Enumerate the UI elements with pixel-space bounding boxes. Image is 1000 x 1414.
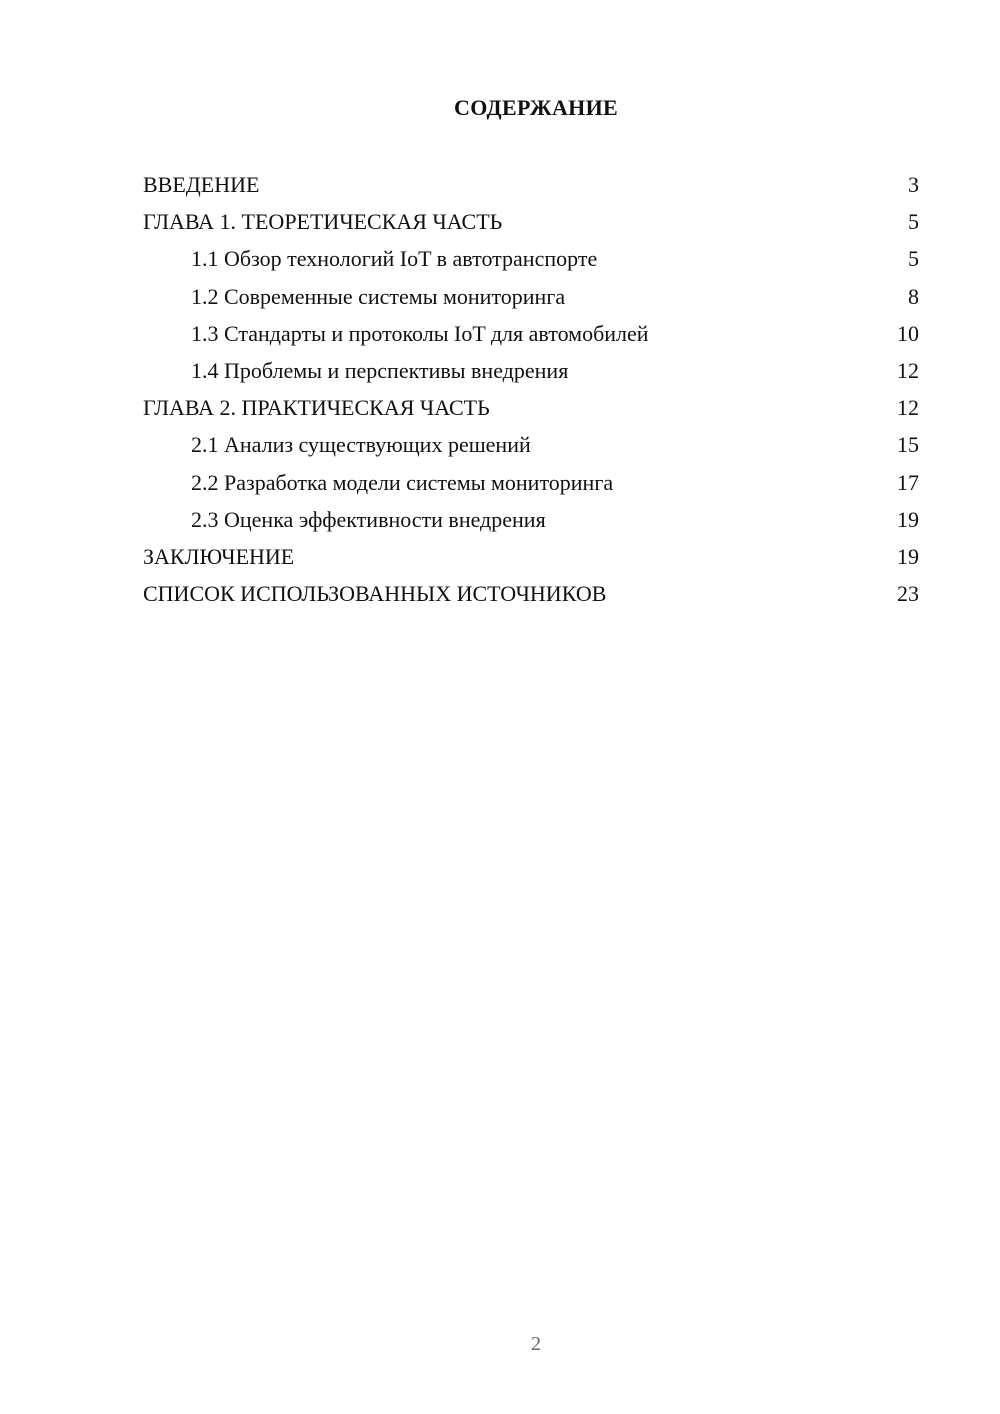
toc-entry [143, 389, 919, 426]
toc-entry-page: 19 [897, 543, 919, 569]
toc-entry-label: 2.3 Оценка эффективности внедрения [191, 506, 546, 532]
toc-entry [143, 501, 919, 538]
toc-entry-label: ВВЕДЕНИЕ [143, 172, 260, 197]
toc-entry [143, 315, 919, 352]
toc-entry [143, 352, 919, 389]
toc-entry-page: 5 [908, 246, 919, 272]
toc-entry-label: 1.3 Стандарты и протоколы IoT для автомобилей [191, 320, 649, 346]
toc-entry-page: 15 [897, 432, 919, 458]
toc-entry-label: ГЛАВА 2. ПРАКТИЧЕСКАЯ ЧАСТЬ [143, 395, 490, 421]
toc-entry [143, 203, 919, 240]
page-number: 2 [531, 1333, 541, 1355]
toc-entry [143, 278, 919, 315]
toc-title: СОДЕРЖАНИЕ [454, 95, 618, 120]
toc-entry-page: 12 [897, 357, 919, 383]
toc-entry [143, 575, 919, 612]
toc-entry [143, 240, 919, 277]
toc-entry-label: СПИСОК ИСПОЛЬЗОВАННЫХ ИСТОЧНИКОВ [143, 581, 607, 607]
toc-entry [143, 538, 919, 575]
toc-entry-label: 1.1 Обзор технологий IoT в автотранспорте [191, 246, 598, 272]
toc-entry-label: ЗАКЛЮЧЕНИЕ [143, 543, 295, 569]
toc-entry-page: 5 [908, 209, 919, 235]
toc-entry-page: 19 [897, 506, 919, 532]
toc-entry-page: 10 [897, 320, 919, 346]
toc-entry-label: 2.2 Разработка модели системы мониторинга [191, 469, 614, 495]
toc-entry [143, 166, 919, 203]
toc-entry-label: 1.4 Проблемы и перспективы внедрения [191, 357, 569, 383]
toc-entry-page: 17 [897, 469, 919, 495]
toc-entry-label: ГЛАВА 1. ТЕОРЕТИЧЕСКАЯ ЧАСТЬ [143, 209, 503, 235]
toc-entry-page: 3 [908, 172, 919, 197]
toc-entry-page: 12 [897, 395, 919, 421]
toc-entry-label: 2.1 Анализ существующих решений [191, 432, 531, 458]
toc-entry-label: 1.2 Современные системы мониторинга [191, 283, 566, 309]
toc-entry-page: 8 [908, 283, 919, 309]
table-of-contents [143, 166, 919, 612]
toc-entry [143, 464, 919, 501]
toc-entry-page: 23 [897, 581, 919, 607]
toc-entry [143, 426, 919, 463]
